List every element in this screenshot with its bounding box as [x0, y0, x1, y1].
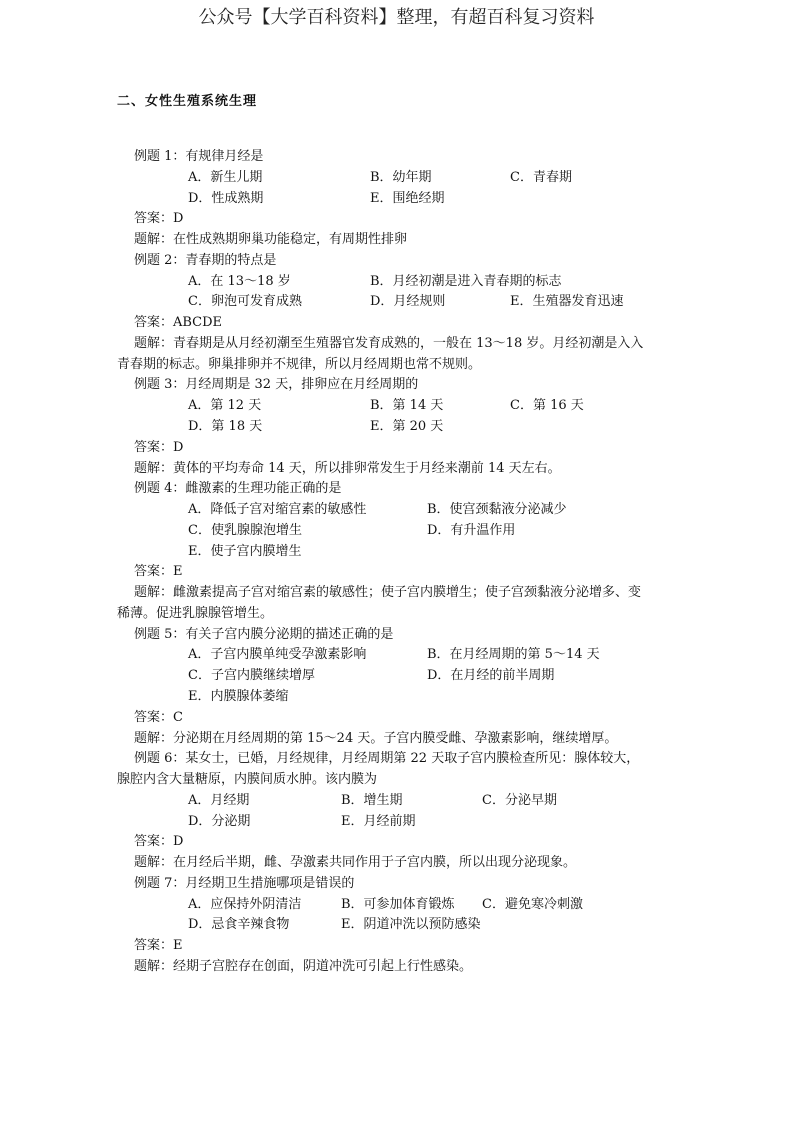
answer-option: E．阴道冲洗以预防感染 [341, 917, 481, 933]
answer-option: E．生殖器发育迅速 [510, 294, 624, 310]
answer-key: 答案：D [134, 211, 184, 227]
answer-option: D．忌食辛辣食物 [188, 917, 290, 933]
explanation-text: 题解：青春期是从月经初潮至生殖器官发育成熟的，一般在 13～18 岁。月经初潮是入入 [134, 335, 644, 351]
answer-option: E．月经前期 [341, 813, 416, 829]
answer-option: C．使乳腺腺泡增生 [188, 522, 302, 538]
question-stem: 例题 7：月经期卫生措施哪项是错误的 [134, 875, 355, 891]
explanation-text: 题解：雌激素提高子宫对缩宫素的敏感性；使子宫内膜增生；使子宫颈黏液分泌增多、变 [134, 585, 642, 601]
page-header: 公众号【大学百科资料】整理，有超百科复习资料 [198, 7, 595, 28]
answer-option: E．使子宫内膜增生 [188, 543, 302, 559]
answer-option: C．分泌早期 [482, 792, 557, 808]
answer-option: C．卵泡可发育成熟 [188, 294, 302, 310]
question-stem: 腺腔内含大量糖原，内膜间质水肿。该内膜为 [117, 772, 378, 788]
question-stem: 例题 4：雌激素的生理功能正确的是 [134, 481, 342, 497]
answer-option: C．子宫内膜继续增厚 [188, 668, 315, 684]
answer-option: B．使宫颈黏液分泌减少 [427, 502, 567, 518]
answer-option: B．增生期 [341, 792, 403, 808]
answer-option: A．新生儿期 [188, 169, 263, 185]
explanation-text: 稀薄。促进乳腺腺管增生。 [117, 605, 274, 621]
answer-option: A．降低子宫对缩宫素的敏感性 [188, 502, 367, 518]
question-stem: 例题 5：有关子宫内膜分泌期的描述正确的是 [134, 626, 394, 642]
section-title: 二、女性生殖系统生理 [117, 94, 258, 109]
explanation-text: 题解：在性成熟期卵巢功能稳定，有周期性排卵 [134, 232, 408, 248]
answer-option: A．月经期 [188, 792, 250, 808]
answer-key: 答案：E [134, 564, 183, 580]
answer-option: B．月经初潮是进入青春期的标志 [370, 273, 562, 289]
answer-option: A．子宫内膜单纯受孕激素影响 [188, 647, 367, 663]
answer-option: C．避免寒冷刺激 [482, 896, 583, 912]
answer-option: A．第 12 天 [188, 398, 262, 414]
answer-key: 答案：D [134, 834, 184, 850]
answer-option: A．应保持外阴清洁 [188, 896, 302, 912]
answer-key: 答案：D [134, 439, 184, 455]
explanation-text: 题解：黄体的平均寿命 14 天，所以排卵常发生于月经来潮前 14 天左右。 [134, 460, 561, 476]
answer-option: C．第 16 天 [510, 398, 584, 414]
answer-option: C．青春期 [510, 169, 572, 185]
answer-option: A．在 13～18 岁 [188, 273, 291, 289]
answer-key: 答案：C [134, 709, 183, 725]
explanation-text: 题解：在月经后半期，雌、孕激素共同作用于子宫内膜，所以出现分泌现象。 [134, 855, 577, 871]
answer-option: B．在月经周期的第 5～14 天 [427, 647, 600, 663]
question-stem: 例题 2：青春期的特点是 [134, 252, 277, 268]
answer-option: D．第 18 天 [188, 419, 263, 434]
answer-option: D．性成熟期 [188, 190, 264, 206]
explanation-text: 青春期的标志。卵巢排卵并不规律，所以月经周期也常不规则。 [117, 356, 482, 372]
answer-option: B．第 14 天 [370, 398, 444, 414]
answer-option: D．有升温作用 [427, 522, 516, 538]
answer-option: B．可参加体育锻炼 [341, 896, 455, 912]
answer-option: B．幼年期 [370, 169, 432, 185]
explanation-text: 题解：分泌期在月经周期的第 15～24 天。子宫内膜受雌、孕激素影响，继续增厚。 [134, 730, 618, 746]
question-stem: 例题 6：某女士，已婚，月经规律，月经周期第 22 天取子宫内膜检查所见：腺体较大， [134, 751, 640, 767]
answer-option: E．内膜腺体萎缩 [188, 689, 289, 705]
answer-key: 答案：E [134, 938, 183, 954]
question-stem: 例题 1：有规律月经是 [134, 149, 264, 164]
explanation-text: 题解：经期子宫腔存在创面，阴道冲洗可引起上行性感染。 [134, 959, 473, 975]
answer-key: 答案：ABCDE [134, 315, 223, 331]
answer-option: D．在月经的前半周期 [427, 668, 555, 684]
question-stem: 例题 3：月经周期是 32 天，排卵应在月经周期的 [134, 377, 419, 393]
answer-option: D．分泌期 [188, 813, 251, 829]
answer-option: D．月经规则 [370, 294, 446, 310]
answer-option: E．第 20 天 [370, 419, 444, 434]
answer-option: E．围绝经期 [370, 190, 445, 206]
